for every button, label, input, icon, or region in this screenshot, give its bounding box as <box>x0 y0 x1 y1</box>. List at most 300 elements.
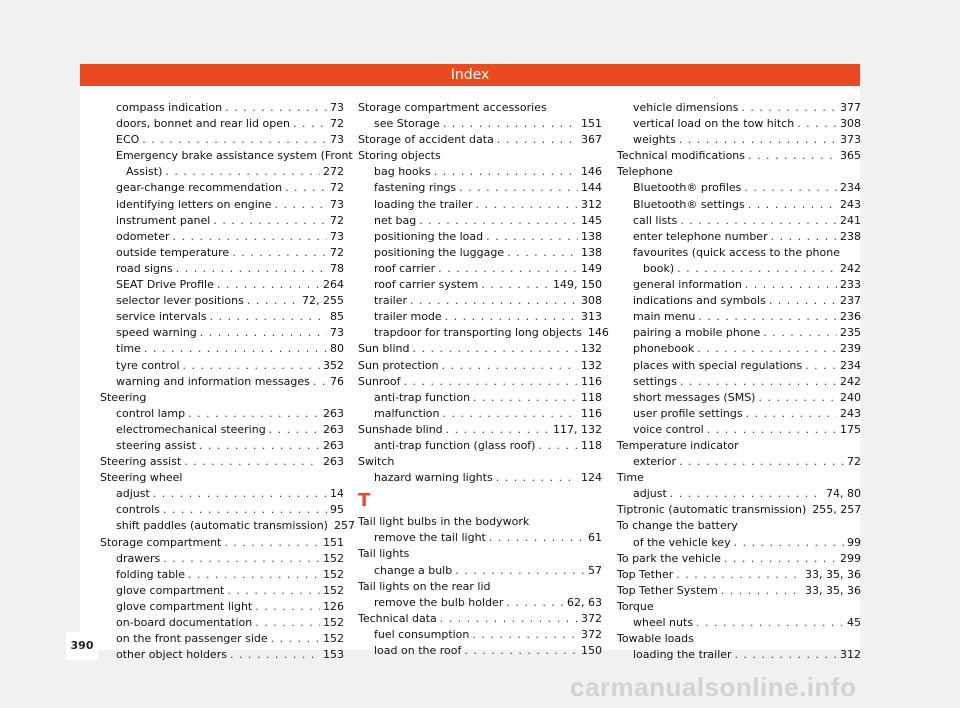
index-entry-term: ECO <box>116 133 140 147</box>
dot-leader <box>476 197 578 213</box>
dot-leader <box>724 551 837 567</box>
dot-leader <box>670 486 823 502</box>
index-entry <box>100 647 344 663</box>
dot-leader <box>473 390 578 406</box>
dot-leader <box>696 615 844 631</box>
index-entry-page: 118 <box>581 390 602 404</box>
index-heading: Emergency brake assistance system (Front <box>116 149 353 163</box>
index-entry-page: 124 <box>581 471 602 485</box>
dot-leader <box>183 358 321 374</box>
index-entry-page: 308 <box>840 117 861 131</box>
index-entry-term: electromechanical steering <box>116 422 266 436</box>
index-entry-page: 72 <box>330 213 344 227</box>
index-entry-page: 61 <box>588 531 602 545</box>
index-entry-term: odometer <box>116 229 170 243</box>
dot-leader <box>445 309 578 325</box>
dot-leader <box>217 277 320 293</box>
index-entry <box>100 454 344 470</box>
index-entry <box>100 583 344 599</box>
index-entry <box>100 551 344 567</box>
index-entry <box>617 100 861 116</box>
index-entry-term: fuel consumption <box>374 627 470 641</box>
index-entry-term: tyre control <box>116 358 180 372</box>
index-entry-page: 149, 150 <box>553 278 602 292</box>
index-entry <box>617 341 861 357</box>
index-entry-page: 308 <box>581 294 602 308</box>
index-entry-page: 152 <box>323 632 344 646</box>
index-entry-page: 33, 35, 36 <box>805 583 861 597</box>
dot-leader <box>213 213 327 229</box>
index-entry-page: 175 <box>840 422 861 436</box>
index-entry-term: control lamp <box>116 406 186 420</box>
index-entry-page: 126 <box>323 599 344 613</box>
index-entry-term: on the front passenger side <box>116 632 268 646</box>
index-heading: Telephone <box>617 165 673 179</box>
index-heading: favourites (quick access to the phone <box>633 245 841 259</box>
dot-leader <box>677 261 837 277</box>
index-entry <box>100 438 344 454</box>
index-entry-page: 263 <box>323 422 344 436</box>
dot-leader <box>805 358 837 374</box>
index-entry-page: 95 <box>330 503 344 517</box>
index-entry <box>358 213 602 229</box>
index-heading: Time <box>617 471 644 485</box>
index-entry <box>100 164 344 180</box>
index-entry <box>100 535 344 551</box>
index-entry-page: 132 <box>581 358 602 372</box>
index-entry <box>358 627 602 643</box>
index-entry-page: 372 <box>581 627 602 641</box>
index-entry <box>100 406 344 422</box>
index-entry-term: vertical load on the tow hitch <box>633 117 795 131</box>
index-entry-term: of the vehicle key <box>633 535 731 549</box>
index-entry <box>617 422 861 438</box>
index-entry-term: exterior <box>633 455 676 469</box>
dot-leader <box>293 116 327 132</box>
index-entry-page: 150 <box>581 644 602 657</box>
dot-leader <box>188 567 320 583</box>
index-entry-term: instrument panel <box>116 213 211 227</box>
index-entry-page: 243 <box>840 406 861 420</box>
index-entry-page: 272 <box>323 165 344 179</box>
index-entry-term: positioning the luggage <box>374 245 505 259</box>
index-entry <box>358 438 602 454</box>
index-entry-term: bag hooks <box>374 165 431 179</box>
index-entry-term: indications and symbols <box>633 294 766 308</box>
dot-leader <box>721 583 802 599</box>
index-entry <box>358 116 602 132</box>
index-entry-page: 144 <box>581 181 602 195</box>
dot-leader <box>455 563 585 579</box>
index-entry-term: enter telephone number <box>633 229 768 243</box>
index-entry <box>358 422 602 438</box>
index-entry-term: Sun protection <box>358 358 439 372</box>
index-heading: Temperature indicator <box>617 438 739 452</box>
index-entry-page: 242 <box>840 261 861 275</box>
index-entry-page: 235 <box>840 326 861 340</box>
index-heading: Steering wheel <box>100 471 183 485</box>
index-entry-term: remove the tail light <box>374 531 486 545</box>
index-entry <box>617 293 861 309</box>
index-entry-term: trapdoor for transporting long objects <box>374 326 582 340</box>
index-entry-page: 233 <box>840 278 861 292</box>
index-entry-page: 72, 255 <box>302 294 344 308</box>
index-entry-term: Storage of accident data <box>358 133 494 147</box>
index-entry-page: 367 <box>581 133 602 147</box>
dot-leader <box>698 309 837 325</box>
index-entry-term: shift paddles (automatic transmission) <box>116 519 328 533</box>
dot-leader <box>404 374 578 390</box>
dot-leader <box>676 567 802 583</box>
dot-leader <box>442 358 578 374</box>
index-entry <box>617 132 861 148</box>
index-entry-page: 237 <box>840 294 861 308</box>
index-entry <box>617 535 861 551</box>
index-entry-term: loading the trailer <box>374 197 473 211</box>
index-heading: Tail lights on the rear lid <box>358 579 491 593</box>
index-entry-page: 85 <box>330 310 344 324</box>
dot-leader <box>285 180 327 196</box>
dot-leader <box>486 229 578 245</box>
index-entry <box>617 325 861 341</box>
dot-leader <box>142 132 327 148</box>
index-entry <box>358 261 602 277</box>
dot-leader <box>745 277 837 293</box>
index-entry <box>358 229 602 245</box>
index-entry-term: see Storage <box>374 117 440 131</box>
index-entry-page: 152 <box>323 616 344 629</box>
index-entry-term: other object holders <box>116 648 227 662</box>
index-entry-page: 117, 132 <box>553 422 602 436</box>
index-entry <box>100 229 344 245</box>
dot-leader <box>459 180 578 196</box>
index-entry-page: 373 <box>840 133 861 147</box>
index-entry-term: compass indication <box>116 101 223 114</box>
dot-leader <box>679 454 844 470</box>
index-entry <box>358 180 602 196</box>
index-entry-page: 116 <box>581 406 602 420</box>
index-entry-page: 146 <box>581 165 602 179</box>
index-entry-page: 152 <box>323 583 344 597</box>
dot-leader <box>165 164 320 180</box>
dot-leader <box>771 229 837 245</box>
index-heading: Torque <box>617 599 654 613</box>
dot-leader <box>163 551 320 567</box>
index-entry-term: short messages (SMS) <box>633 390 756 404</box>
index-entry-term: on-board documentation <box>116 616 253 629</box>
dot-leader <box>679 132 837 148</box>
index-entry-page: 153 <box>323 648 344 662</box>
index-entry-term: road signs <box>116 261 173 275</box>
index-entry-term: Technical data <box>358 611 437 625</box>
index-entry-term: Sunshade blind <box>358 422 443 436</box>
index-entry <box>100 277 344 293</box>
index-entry-page: 73 <box>330 229 344 243</box>
index-entry-page: 263 <box>323 406 344 420</box>
index-entry-term: Assist) <box>126 165 163 179</box>
index-entry-page: 45 <box>847 616 861 629</box>
dot-leader <box>734 535 844 551</box>
index-entry-page: 73 <box>330 101 344 114</box>
dot-leader <box>472 627 578 643</box>
dot-leader <box>227 583 320 599</box>
index-entry-page: 243 <box>840 197 861 211</box>
index-entry <box>617 180 861 196</box>
index-entry-page: 151 <box>323 535 344 549</box>
index-entry <box>100 261 344 277</box>
index-entry-term: Top Tether System <box>617 583 718 597</box>
index-entry <box>100 615 344 631</box>
index-entry <box>617 309 861 325</box>
index-entry-page: 132 <box>581 342 602 356</box>
index-entry <box>358 530 602 546</box>
dot-leader <box>230 647 320 663</box>
index-heading: Towable loads <box>617 632 694 646</box>
index-entry-term: weights <box>633 133 676 147</box>
index-entry-term: SEAT Drive Profile <box>116 278 214 292</box>
index-entry-page: 377 <box>840 101 861 114</box>
index-entry-term: trailer mode <box>374 310 442 324</box>
index-entry-page: 138 <box>581 245 602 259</box>
index-entry <box>358 164 602 180</box>
index-entry-page: 365 <box>840 149 861 163</box>
dot-leader <box>247 293 299 309</box>
index-entry-term: remove the bulb holder <box>374 595 504 609</box>
dot-leader <box>442 406 578 422</box>
index-entry-term: gear-change recommendation <box>116 181 283 195</box>
index-entry <box>358 293 602 309</box>
dot-leader <box>680 374 837 390</box>
index-entry <box>358 245 602 261</box>
index-entry-term: pairing a mobile phone <box>633 326 761 340</box>
index-entry-term: user profile settings <box>633 406 743 420</box>
index-entry <box>100 213 344 229</box>
index-entry-page: 78 <box>330 261 344 275</box>
index-entry <box>100 309 344 325</box>
index-entry <box>617 358 861 374</box>
index-entry <box>617 390 861 406</box>
index-entry-term: roof carrier system <box>374 278 479 292</box>
index-entry <box>617 647 861 663</box>
index-heading: Steering <box>100 390 147 404</box>
index-entry <box>617 148 861 164</box>
index-entry-term: hazard warning lights <box>374 471 493 485</box>
index-entry-term: Bluetooth® settings <box>633 197 745 211</box>
watermark-text: carmanualsonline.info <box>570 672 857 702</box>
index-entry <box>617 406 861 422</box>
dot-leader <box>748 197 837 213</box>
index-entry-page: 238 <box>840 229 861 243</box>
index-entry-term: places with special regulations <box>633 358 803 372</box>
index-entry-page: 312 <box>840 648 861 662</box>
index-entry <box>100 518 355 534</box>
index-entry <box>100 358 344 374</box>
index-entry-term: book) <box>643 261 675 275</box>
index-entry-page: 116 <box>581 374 602 388</box>
index-entry-page: 263 <box>323 455 344 469</box>
dot-leader <box>184 454 320 470</box>
index-entry <box>617 454 861 470</box>
index-heading: Storage compartment accessories <box>358 101 547 114</box>
index-entry-term: net bag <box>374 213 417 227</box>
dot-leader <box>232 245 327 261</box>
index-entry <box>358 406 602 422</box>
index-entry <box>358 374 602 390</box>
dot-leader <box>707 422 837 438</box>
dot-leader <box>173 229 327 245</box>
dot-leader <box>271 631 320 647</box>
index-entry-page: 299 <box>840 551 861 565</box>
index-column-1 <box>100 100 355 663</box>
index-entry-page: 118 <box>581 438 602 452</box>
index-entry <box>617 615 861 631</box>
dot-leader <box>744 180 837 196</box>
index-entry-term: adjust <box>116 487 150 501</box>
index-entry-page: 72 <box>330 181 344 195</box>
index-entry <box>358 197 602 213</box>
dot-leader <box>176 261 327 277</box>
index-entry-page: 242 <box>840 374 861 388</box>
index-entry-page: 57 <box>588 563 602 577</box>
dot-leader <box>199 438 320 454</box>
index-entry-page: 257 <box>333 519 355 533</box>
index-entry <box>617 551 861 567</box>
index-heading: Tail lights <box>358 547 410 561</box>
dot-leader <box>697 341 837 357</box>
index-entry-page: 236 <box>840 310 861 324</box>
index-entry <box>617 374 861 390</box>
index-entry-term: positioning the load <box>374 229 484 243</box>
index-entry <box>100 599 344 615</box>
index-entry-term: main menu <box>633 310 696 324</box>
index-entry-term: Technical modifications <box>617 149 746 163</box>
index-entry-page: 146 <box>587 326 609 340</box>
index-column-2 <box>358 100 609 659</box>
index-entry-term: voice control <box>633 422 704 436</box>
index-entry-term: drawers <box>116 551 161 565</box>
index-heading: Switch <box>358 455 395 469</box>
dot-leader <box>410 293 578 309</box>
dot-leader <box>443 116 578 132</box>
index-entry-page: 73 <box>330 133 344 147</box>
index-entry <box>617 197 861 213</box>
dot-leader <box>313 374 327 390</box>
index-entry-term: Sunroof <box>358 374 401 388</box>
index-entry <box>358 325 609 341</box>
dot-leader <box>758 390 837 406</box>
dot-leader <box>434 164 578 180</box>
dot-leader <box>210 309 327 325</box>
index-entry-term: anti-trap function (glass roof) <box>374 438 536 452</box>
index-entry-term: service intervals <box>116 310 207 324</box>
index-entry <box>100 422 344 438</box>
index-entry <box>358 132 602 148</box>
index-entry-term: doors, bonnet and rear lid open <box>116 117 290 131</box>
index-entry-page: 152 <box>323 567 344 581</box>
index-entry-page: 72 <box>847 455 861 469</box>
index-entry <box>358 309 602 325</box>
index-entry <box>358 277 602 293</box>
index-entry-term: general information <box>633 278 742 292</box>
dot-leader <box>163 502 327 518</box>
dot-leader <box>735 647 837 663</box>
dot-leader <box>225 100 327 116</box>
index-entry-term: anti-trap function <box>374 390 471 404</box>
index-entry-page: 73 <box>330 197 344 211</box>
index-entry-page: 138 <box>581 229 602 243</box>
index-entry <box>100 100 344 116</box>
index-entry-page: 239 <box>840 342 861 356</box>
index-entry-page: 151 <box>581 117 602 131</box>
index-entry <box>617 213 861 229</box>
index-entry-page: 145 <box>581 213 602 227</box>
dot-leader <box>507 245 578 261</box>
index-entry-term: glove compartment <box>116 583 225 597</box>
index-entry-page: 80 <box>330 342 344 356</box>
dot-leader <box>269 422 320 438</box>
dot-leader <box>489 530 585 546</box>
dot-leader <box>153 486 327 502</box>
page-title: Index <box>80 64 860 86</box>
index-entry <box>100 180 344 196</box>
dot-leader <box>481 277 550 293</box>
dot-leader <box>496 470 578 486</box>
index-entry-term: phonebook <box>633 342 695 356</box>
index-entry-page: 241 <box>840 213 861 227</box>
index-entry-term: glove compartment light <box>116 599 253 613</box>
index-entry-term: trailer <box>374 294 407 308</box>
index-entry-term: call lists <box>633 213 678 227</box>
index-entry <box>617 583 861 599</box>
index-entry <box>100 116 344 132</box>
dot-leader <box>748 148 837 164</box>
index-entry <box>358 341 602 357</box>
index-entry <box>100 374 344 390</box>
dot-leader <box>224 535 320 551</box>
index-entry-page: 263 <box>323 438 344 452</box>
index-entry-page: 14 <box>330 487 344 501</box>
dot-leader <box>440 611 578 627</box>
index-entry-page: 312 <box>581 197 602 211</box>
index-entry <box>617 229 861 245</box>
index-entry-page: 73 <box>330 326 344 340</box>
dot-leader <box>438 261 578 277</box>
index-entry-term: loading the trailer <box>633 648 732 662</box>
index-entry-page: 62, 63 <box>567 595 602 609</box>
index-entry <box>617 486 861 502</box>
index-entry-term: Sun blind <box>358 342 410 356</box>
index-entry-term: selector lever positions <box>116 294 244 308</box>
index-heading: Storing objects <box>358 149 441 163</box>
index-entry-term: Tiptronic (automatic transmission) <box>617 503 807 517</box>
index-entry-term: roof carrier <box>374 261 436 275</box>
dot-leader <box>255 615 320 631</box>
page-number: 390 <box>66 632 98 660</box>
index-entry-term: time <box>116 342 141 356</box>
index-entry-page: 264 <box>323 278 344 292</box>
index-entry-term: folding table <box>116 567 186 581</box>
index-entry-page: 72 <box>330 117 344 131</box>
index-entry <box>100 132 344 148</box>
dot-leader <box>746 406 837 422</box>
dot-leader <box>741 100 837 116</box>
index-entry <box>100 197 344 213</box>
dot-leader <box>497 132 578 148</box>
index-entry-term: Storage compartment <box>100 535 222 549</box>
index-entry-page: 352 <box>323 358 344 372</box>
index-entry-page: 234 <box>840 181 861 195</box>
dot-leader <box>255 599 320 615</box>
